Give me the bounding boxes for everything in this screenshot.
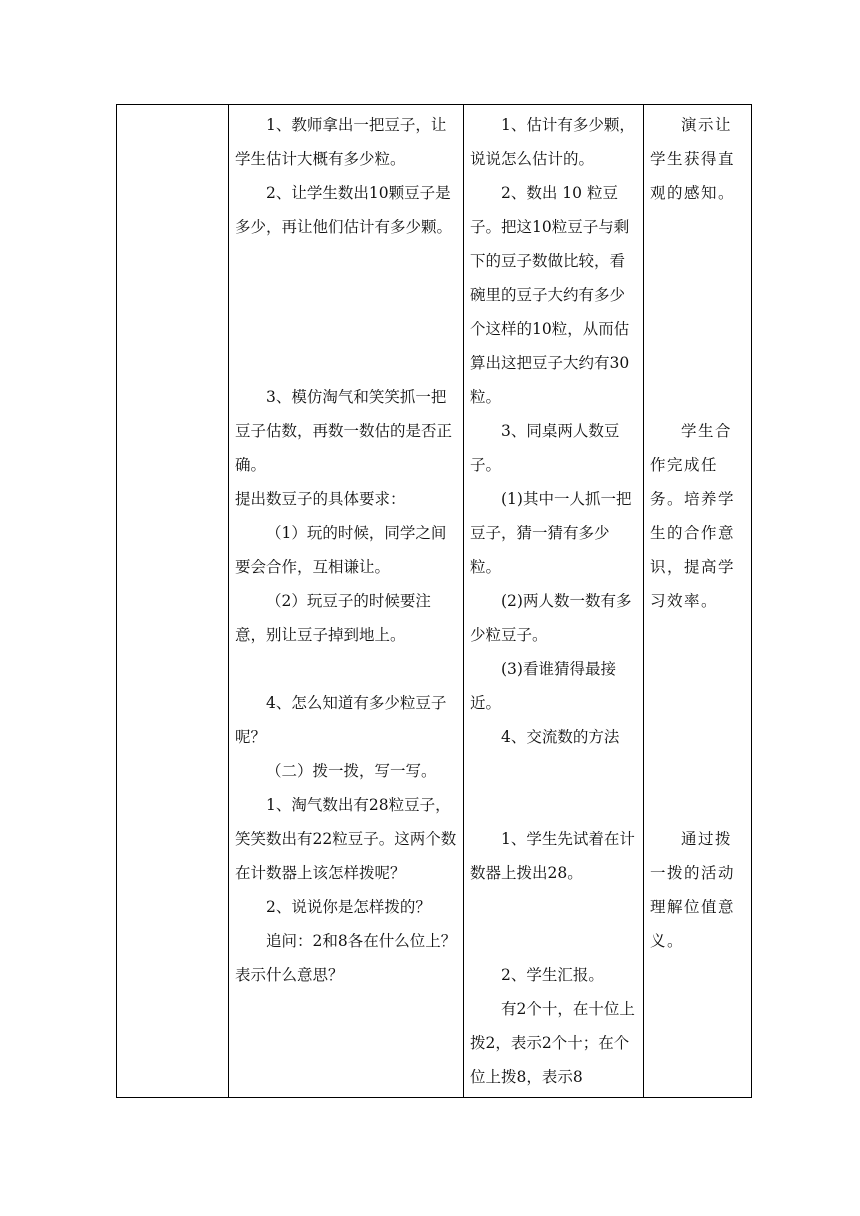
student-step: (3)看谁猜得最接近。 — [470, 660, 616, 712]
intent-note: 学生合作完成任务。培养学生的合作意识，提高学习效率。 — [650, 422, 736, 610]
teacher-step: 追问：2和8各在什么位上？表示什么意思？ — [235, 932, 457, 984]
intent-note: 通过拨一拨的活动理解位值意义。 — [650, 830, 736, 950]
teacher-step: 1、淘气数出有28粒豆子，笑笑数出有22粒豆子。这两个数在计数器上该怎样拨呢？ — [235, 796, 457, 882]
lesson-plan-table — [116, 104, 752, 1098]
student-step: (1)其中一人抓一把豆子，猜一猜有多少粒。 — [470, 490, 632, 576]
student-step: 2、数出 10 粒豆子。把这10粒豆子与剩下的豆子数做比较，看碗里的豆子大约有多少个这样的10粒，从而估算出这把豆子大约有30粒。 — [470, 184, 630, 406]
student-step: 4、交流数的方法 — [501, 728, 620, 746]
section-heading: （二）拨一拨，写一写。 — [266, 762, 437, 780]
intent-note: 演示让学生获得直观的感知。 — [650, 116, 736, 202]
student-step: 有2个十，在十位上拨2，表示2个十；在个位上拨8，表示8 — [470, 1000, 635, 1086]
student-step: 1、估计有多少颗，说说怎么估计的。 — [470, 116, 635, 168]
teacher-step: 2、让学生数出10颗豆子是多少，再让他们估计有多少颗。 — [235, 184, 453, 236]
student-step: 2、学生汇报。 — [501, 966, 604, 984]
student-step: 1、学生先试着在计数器上拨出28。 — [470, 830, 635, 882]
teacher-activity-column — [229, 105, 461, 992]
design-intent-column — [644, 105, 750, 958]
teacher-step: 3、模仿淘气和笑笑抓一把豆子估数，再数一数估的是否正确。 — [235, 388, 453, 474]
teacher-step: （1）玩的时候，同学之间要会合作，互相谦让。 — [235, 524, 447, 576]
student-step: 3、同桌两人数豆子。 — [470, 422, 620, 474]
student-step: (2)两人数一数有多少粒豆子。 — [470, 592, 632, 644]
teacher-step: 4、怎么知道有多少粒豆子呢？ — [235, 694, 447, 746]
teacher-step: 2、说说你是怎样拨的？ — [266, 898, 431, 916]
teacher-step: （2）玩豆子的时候要注意，别让豆子掉到地上。 — [235, 592, 431, 644]
teacher-step: 1、教师拿出一把豆子，让学生估计大概有多少粒。 — [235, 116, 447, 168]
student-activity-column — [464, 105, 642, 1094]
teacher-step: 提出数豆子的具体要求： — [235, 490, 406, 508]
